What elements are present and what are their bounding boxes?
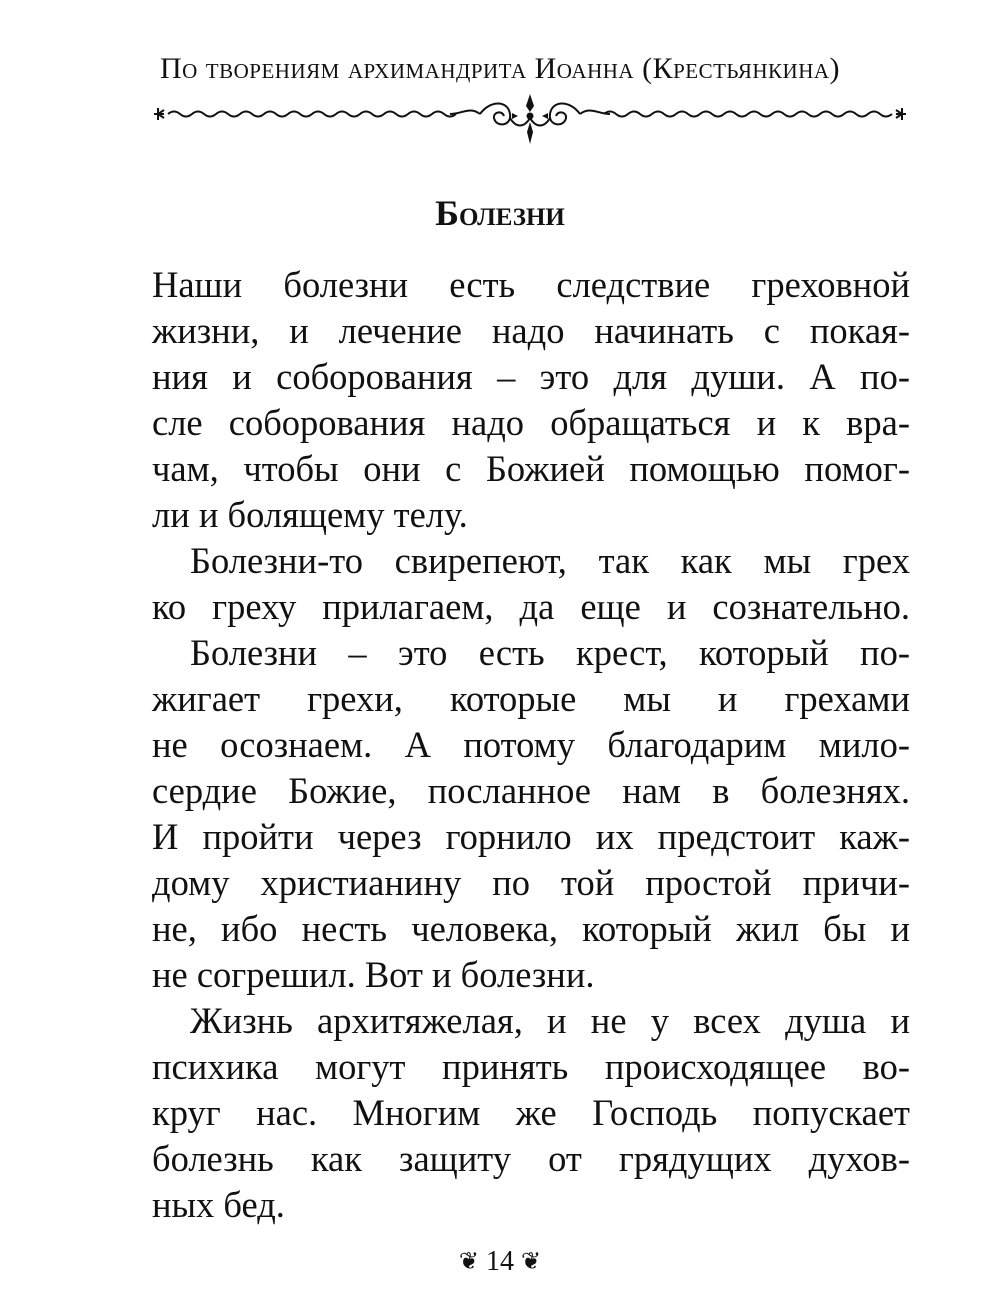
text-line: болезнь как защиту от грядущих духов- (152, 1138, 910, 1179)
text-line: ли и болящему телу. (152, 494, 468, 535)
running-head: По творениям архимандрита Иоанна (Крестьянкина) (159, 52, 841, 85)
fleuron-right-icon: ❦ (521, 1249, 542, 1275)
page-number-footer (0, 1246, 1000, 1278)
text-line: жигает грехи, которые мы и грехами (152, 678, 910, 719)
page-number: 14 (486, 1246, 514, 1277)
text-line: психика могут принять происходящее во- (152, 1046, 910, 1087)
text-line: Болезни – это есть крест, который по- (190, 632, 910, 673)
text-line: Болезни-то свирепеют, так как мы грех (190, 540, 910, 581)
text-line: сердие Божие, посланное нам в болезнях. (152, 770, 910, 811)
text-line: дому христианину по той простой причи- (152, 862, 910, 903)
decorative-divider-icon (150, 92, 910, 148)
text-line: чам, чтобы они с Божией помощью помог- (152, 448, 910, 489)
body-text (152, 262, 910, 1228)
text-line: не осознаем. А потому благодарим мило- (152, 724, 910, 765)
text-line: жизни, и лечение надо начинать с покая- (152, 310, 910, 351)
chapter-title: Болезни (435, 193, 565, 233)
text-line: круг нас. Многим же Господь попускает (152, 1092, 910, 1133)
text-line: ных бед. (152, 1184, 285, 1225)
text-line: не согрешил. Вот и болезни. (152, 954, 595, 995)
text-line: Жизнь архитяжелая, и не у всех душа и (190, 1000, 910, 1041)
text-line: Наши болезни есть следствие греховной (152, 264, 910, 305)
text-line: не, ибо несть человека, который жил бы и (152, 908, 910, 949)
text-line: И пройти через горнило их предстоит каж- (152, 816, 910, 857)
text-line: ко греху прилагаем, да еще и сознательно. (152, 586, 910, 627)
fleuron-left-icon: ❦ (458, 1249, 479, 1275)
text-line: сле соборования надо обращаться и к вра- (152, 402, 910, 443)
text-line: ния и соборования – это для души. А по- (152, 356, 910, 397)
